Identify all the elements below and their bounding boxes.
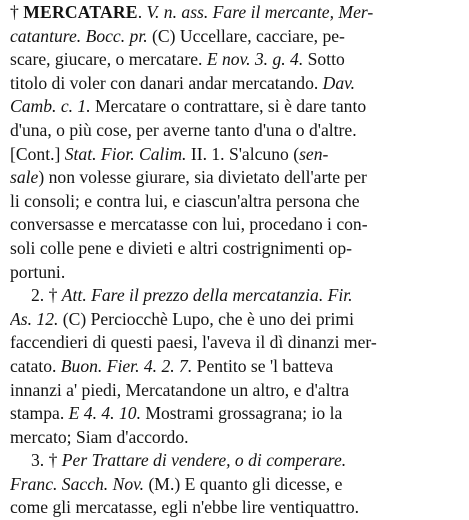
italic-text: Stat. Fior. Calim. [64,143,187,164]
entry-line [10,237,463,261]
text-segment: titolo di voler con danari andar mercatando. [10,72,323,93]
entry-line [10,166,463,190]
italic-text: catanture. Bocc. pr. [10,25,148,46]
text-segment: portuni. [10,261,66,282]
entry-line [10,284,463,308]
italic-text: E 4. 4. 10. [68,403,141,424]
entry-line [10,1,463,25]
text-segment: (M.) E quanto gli dicesse, e [144,473,343,494]
text-segment: come gli mercatasse, egli n'ebbe lire ventiquattro. [10,497,360,518]
italic-text: Att. Fare il prezzo della mercatanzia. Fir. [61,285,353,306]
text-segment: † [10,2,24,22]
entry-line [10,261,463,285]
text-segment: 3. † [31,450,62,471]
text-segment: Sotto [303,49,345,70]
text-segment: [Cont.] [10,143,65,164]
text-segment: soli colle pene e divieti e altri costrignimenti op- [10,237,353,258]
entry-line [10,48,463,72]
entry-line [10,308,463,332]
italic-text: V. n. ass. Fare il mercante, Mer- [146,2,374,22]
italic-text: E nov. 3. g. 4. [206,49,304,70]
italic-text: Franc. Sacch. Nov. [10,473,145,494]
text-segment: Mercatare o contrattare, si è dare tanto [90,96,367,117]
italic-text: Camb. c. 1. [10,96,91,117]
text-segment: (C) Perciocchè Lupo, che è uno dei primi [58,308,354,329]
text-segment: d'una, o più cose, per averne tanto d'una o d'altre. [10,119,357,140]
entry-line [10,449,463,473]
entry-line [10,25,463,49]
text-segment: Pentito se 'l batteva [192,355,334,376]
entry-line [10,496,463,520]
text-segment: ) non volesse giurare, sia divietato dell'arte per [38,167,367,188]
entry-line [10,379,463,403]
text-segment: 2. † [31,285,62,306]
text-segment: II. 1. S'alcuno ( [186,143,300,164]
italic-text: Per Trattare di vendere, o di comperare. [61,450,347,471]
text-segment: mercato; Siam d'accordo. [10,426,189,447]
text-segment: stampa. [10,403,69,424]
text-segment: (C) Uccellare, cacciare, pe- [147,25,345,46]
entry-line [10,119,463,143]
italic-text: As. 12. [10,308,59,329]
entry-line [10,213,463,237]
text-segment: li consoli; e contra lui, e ciascun'altra persona che [10,190,360,211]
italic-text: sale [10,167,39,188]
entry-line [10,355,463,379]
text-segment: innanzi a' piedi, Mercatandone un altro, e d'altra [10,379,350,400]
entry-line [10,143,463,167]
italic-text: Dav. [322,72,356,93]
entry-line [10,95,463,119]
headword: MERCATARE [23,2,138,22]
entry-line [10,426,463,450]
text-segment: scare, giucare, o mercatare. [10,49,207,70]
italic-text: Buon. Fier. 4. 2. 7. [60,355,193,376]
entry-line [10,331,463,355]
entry-line [10,190,463,214]
entry-line [10,402,463,426]
text-segment: faccendieri di questi paesi, l'aveva il dì dinanzi mer- [10,332,377,353]
text-segment: conversasse e mercatasse con lui, procedano i con- [10,214,368,235]
entry-line [10,72,463,96]
text-segment: Mostrami grossagrana; io la [140,403,343,424]
text-segment: . [137,2,147,22]
text-segment: catato. [10,355,61,376]
entry-line [10,473,463,497]
italic-text: sen- [299,143,329,164]
